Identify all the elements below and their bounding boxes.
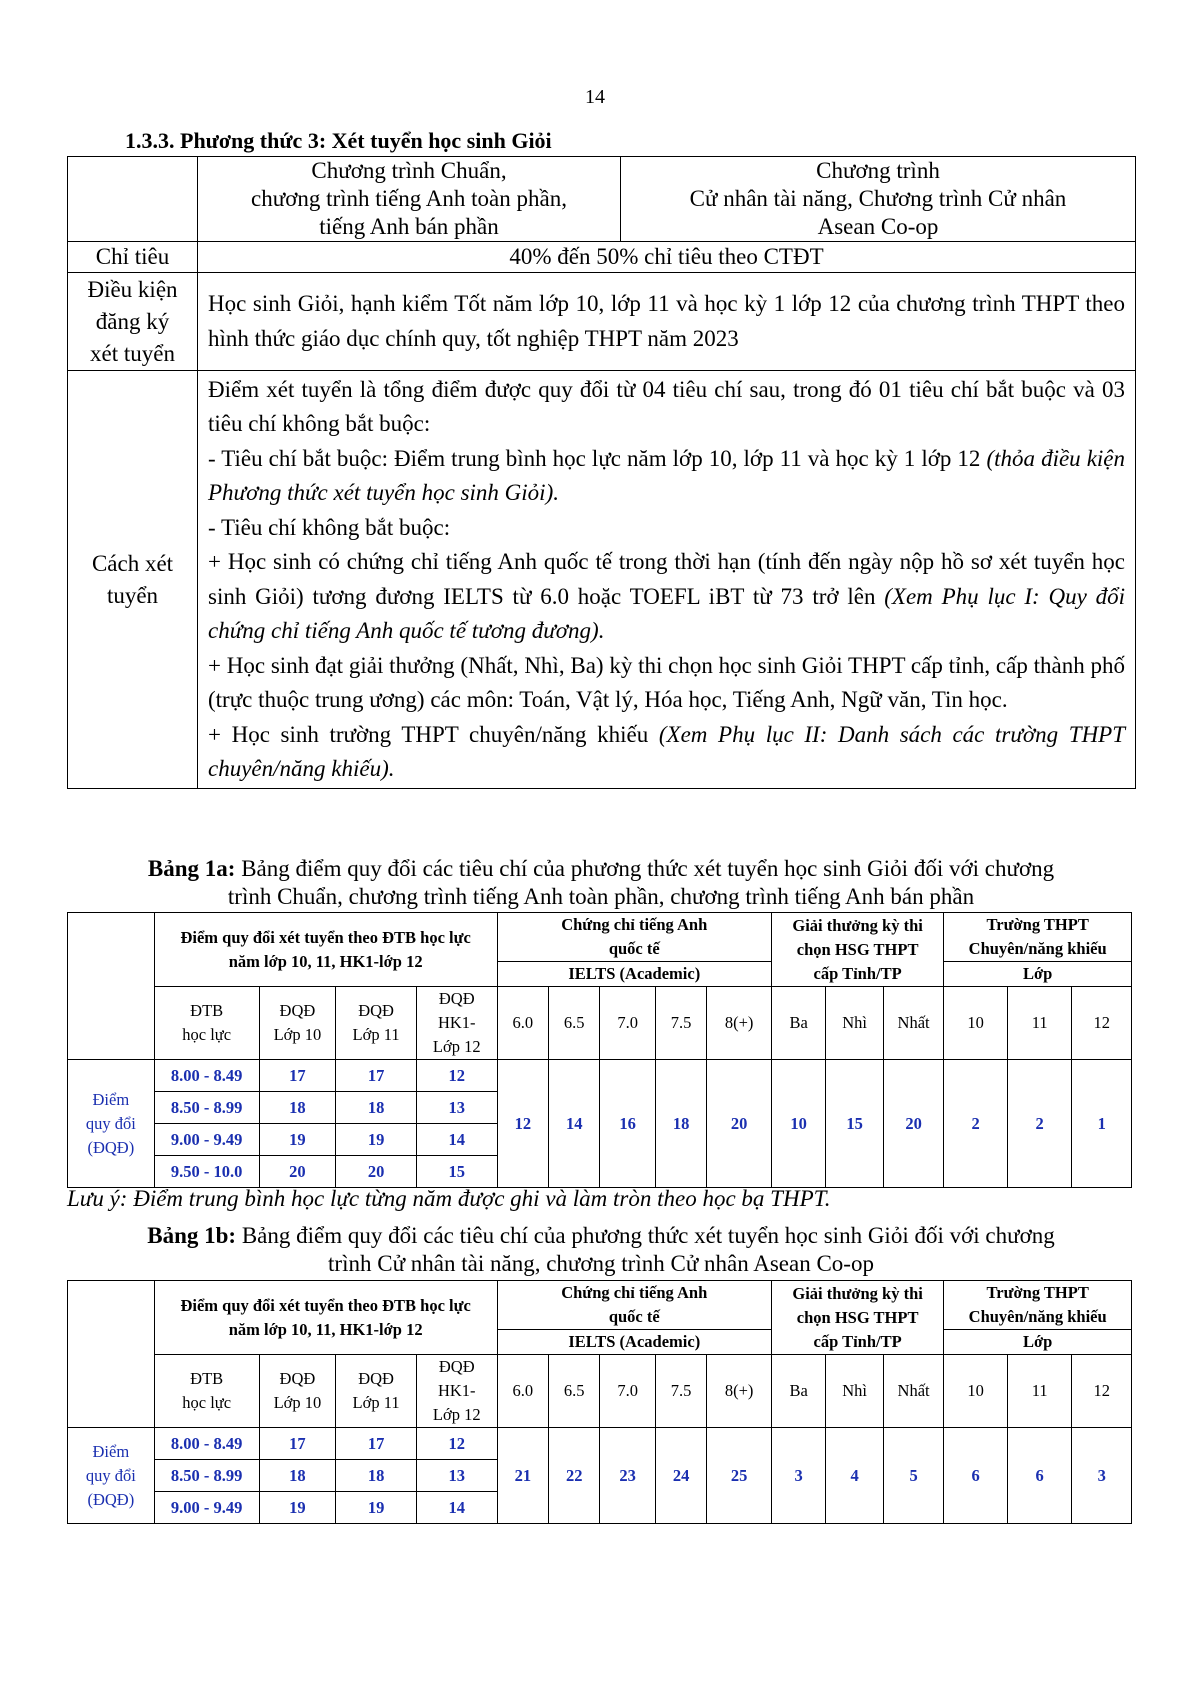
col-dtb <box>154 987 259 1060</box>
gpa-rounding-note: Lưu ý: Điểm trung bình học lực từng năm được ghi và làm tròn theo học bạ THPT. <box>67 1186 831 1211</box>
specialized-school-criterion: + Học sinh trường THPT chuyên/năng khiếu <box>208 721 649 747</box>
header-line: chương trình tiếng Anh toàn phần, <box>251 186 567 211</box>
program-header-row <box>68 157 1136 242</box>
ielts-level: 7.0 <box>600 987 655 1060</box>
grade-points: 2 <box>1007 1060 1072 1188</box>
col-lop10 <box>259 987 336 1060</box>
label-line: quy đổi <box>85 1465 136 1485</box>
specialized-school-note: (Xem Phụ lục II: Danh sách các trường THPT chuyên/năng khiếu). <box>208 721 1126 781</box>
ielts-sub-header: IELTS (Academic) <box>497 1330 771 1355</box>
header-line: Cử nhân tài năng, Chương trình Cử nhân <box>689 186 1067 211</box>
header-line: tiếng Anh bán phần <box>319 214 499 239</box>
column-header-row <box>68 987 1132 1060</box>
caption-text: Bảng điểm quy đổi các tiêu chí của phương thức xét tuyển học sinh Giỏi đối với chương <box>241 856 1055 881</box>
header-line: ĐQĐ <box>279 1001 316 1020</box>
points-lop11: 18 <box>336 1460 417 1492</box>
ielts-level: 6.0 <box>497 987 548 1060</box>
award-points: 10 <box>771 1060 825 1188</box>
table-1b-caption <box>67 1222 1135 1278</box>
points-lop11: 18 <box>336 1092 417 1124</box>
col-hk1 <box>416 1355 497 1428</box>
grade-level: 10 <box>944 1355 1008 1428</box>
method-paragraph <box>208 545 1125 649</box>
school-group-header <box>944 1281 1132 1330</box>
label-line: Điểm <box>92 1441 130 1461</box>
table-row <box>68 1060 1132 1092</box>
quota-row <box>68 242 1136 273</box>
award-group-header <box>771 1281 943 1355</box>
col-lop10 <box>259 1355 336 1428</box>
gpa-group-header <box>154 1281 497 1355</box>
talent-program-header <box>621 157 1136 242</box>
points-hk1: 14 <box>416 1124 497 1156</box>
cert-group-header <box>497 913 771 962</box>
header-line: Điểm quy đổi xét tuyển theo ĐTB học lực <box>180 1295 471 1315</box>
ielts-level: 6.0 <box>497 1355 548 1428</box>
ielts-level: 6.5 <box>549 987 600 1060</box>
header-line: HK1- <box>437 1381 476 1400</box>
caption-line <box>67 855 1135 883</box>
table-row <box>68 1428 1132 1460</box>
grade-points: 1 <box>1072 1060 1132 1188</box>
label-line: đăng ký <box>95 308 170 334</box>
page-number: 14 <box>585 86 605 108</box>
method-label <box>68 371 198 789</box>
method-paragraph <box>208 718 1125 787</box>
caption-line: trình Chuẩn, chương trình tiếng Anh toàn phần, chương trình tiếng Anh bán phần <box>227 884 975 909</box>
caption-line: trình Cử nhân tài năng, chương trình Cử nhân Asean Co-op <box>328 1251 874 1276</box>
group-header-row <box>68 913 1132 962</box>
english-cert-criterion: + Học sinh có chứng chỉ tiếng Anh quốc tế trong thời hạn (tính đến ngày nộp hồ sơ xét tuyển học sinh Giỏi) tương đương IELTS từ 6.0 hoặc TOEFL iBT từ 73 trở lên <box>208 549 1125 609</box>
award-group-header <box>771 913 943 987</box>
conversion-table-1a <box>67 912 1132 1188</box>
method-paragraph: - Tiêu chí không bắt buộc: <box>208 514 451 540</box>
ielts-level: 7.5 <box>655 987 706 1060</box>
points-lop10: 19 <box>259 1492 336 1524</box>
ielts-points: 21 <box>497 1428 548 1524</box>
method-paragraph <box>208 442 1125 511</box>
header-line: Lớp 10 <box>273 1393 322 1412</box>
header-line: Chương trình <box>816 158 940 183</box>
col-dtb <box>154 1355 259 1428</box>
ielts-points: 14 <box>549 1060 600 1188</box>
header-line: Chuyên/năng khiếu <box>968 1307 1107 1326</box>
row-label <box>68 1428 155 1524</box>
cert-group-header <box>497 1281 771 1330</box>
header-line: chọn HSG THPT <box>796 1307 919 1327</box>
conversion-table-1b <box>67 1280 1132 1524</box>
gpa-range: 9.00 - 9.49 <box>154 1492 259 1524</box>
header-line: Lớp 11 <box>352 1025 400 1044</box>
header-line: Chương trình Chuẩn, <box>311 158 507 183</box>
ielts-level: 8(+) <box>707 987 772 1060</box>
ielts-points: 20 <box>707 1060 772 1188</box>
award-level: Nhất <box>883 1355 944 1428</box>
label-line: (ĐQĐ) <box>87 1137 135 1157</box>
points-lop11: 17 <box>336 1060 417 1092</box>
ielts-level: 7.0 <box>600 1355 655 1428</box>
header-line: quốc tế <box>608 1307 660 1326</box>
quota-value: 40% đến 50% chỉ tiêu theo CTĐT <box>198 242 1136 273</box>
ielts-points: 22 <box>549 1428 600 1524</box>
method-paragraph: Điểm xét tuyển là tổng điểm được quy đổi từ 04 tiêu chí sau, trong đó 01 tiêu chí bắt buộc và 03 tiêu chí không bắt buộc: <box>208 376 1125 436</box>
gpa-range: 9.00 - 9.49 <box>154 1124 259 1156</box>
condition-label <box>68 273 198 371</box>
ielts-level: 6.5 <box>549 1355 600 1428</box>
ielts-points: 16 <box>600 1060 655 1188</box>
admission-method-table <box>67 156 1136 789</box>
header-line: Chứng chỉ tiếng Anh <box>561 1283 708 1302</box>
method-description <box>198 371 1136 789</box>
header-line: Lớp 12 <box>432 1405 481 1424</box>
award-points: 20 <box>883 1060 944 1188</box>
ielts-level: 7.5 <box>655 1355 706 1428</box>
col-lop11 <box>336 1355 417 1428</box>
grade-points: 2 <box>944 1060 1008 1188</box>
label-line: Cách xét <box>91 550 174 576</box>
label-line: tuyển <box>106 582 159 608</box>
gpa-group-header <box>154 913 497 987</box>
award-points: 3 <box>771 1428 825 1524</box>
header-line: ĐQĐ <box>358 1001 394 1020</box>
points-hk1: 13 <box>416 1460 497 1492</box>
label-line: xét tuyển <box>90 340 175 366</box>
col-hk1 <box>416 987 497 1060</box>
method-paragraph: + Học sinh đạt giải thưởng (Nhất, Nhì, Ba) kỳ thi chọn học sinh Giỏi THPT cấp tỉnh, cấp thành phố (trực thuộc trung ương) các môn: Toán, Vật lý, Hóa học, Tiếng Anh, Ngữ văn, Tin học. <box>208 652 1125 712</box>
ielts-points: 23 <box>600 1428 655 1524</box>
points-lop10: 18 <box>259 1460 336 1492</box>
gpa-range: 8.50 - 8.99 <box>154 1092 259 1124</box>
points-hk1: 13 <box>416 1092 497 1124</box>
ielts-points: 25 <box>707 1428 772 1524</box>
header-line: Lớp 10 <box>273 1025 322 1044</box>
header-line: Giải thưởng kỳ thi <box>792 915 923 935</box>
points-lop10: 19 <box>259 1124 336 1156</box>
award-level: Nhì <box>826 1355 883 1428</box>
header-line: Trường THPT <box>986 915 1089 934</box>
grade-level: 12 <box>1072 1355 1132 1428</box>
grade-points: 6 <box>1007 1428 1072 1524</box>
label-line: (ĐQĐ) <box>87 1489 135 1509</box>
gpa-range: 8.00 - 8.49 <box>154 1060 259 1092</box>
grade-points: 3 <box>1072 1428 1132 1524</box>
grade-sub-header: Lớp <box>944 1330 1132 1355</box>
col-lop11 <box>336 987 417 1060</box>
grade-sub-header: Lớp <box>944 962 1132 987</box>
caption-label: Bảng 1b: <box>147 1223 237 1248</box>
award-level: Nhất <box>883 987 944 1060</box>
header-line: Chuyên/năng khiếu <box>968 939 1107 958</box>
header-line: Giải thưởng kỳ thi <box>792 1283 923 1303</box>
grade-level: 11 <box>1007 1355 1072 1428</box>
label-line: quy đổi <box>85 1113 136 1133</box>
ielts-points: 18 <box>655 1060 706 1188</box>
table-1a-caption <box>67 855 1135 911</box>
header-line: HK1- <box>437 1013 476 1032</box>
points-lop11: 19 <box>336 1124 417 1156</box>
points-lop10: 17 <box>259 1060 336 1092</box>
grade-level: 12 <box>1072 987 1132 1060</box>
column-header-row <box>68 1355 1132 1428</box>
points-hk1: 15 <box>416 1156 497 1188</box>
mandatory-criterion: - Tiêu chí bắt buộc: Điểm trung bình học lực năm lớp 10, lớp 11 và học kỳ 1 lớp 12 <box>208 445 981 471</box>
gpa-range: 8.00 - 8.49 <box>154 1428 259 1460</box>
award-points: 15 <box>826 1060 883 1188</box>
header-line: quốc tế <box>608 939 660 958</box>
label-line: Điều kiện <box>87 276 178 302</box>
header-line: Lớp 12 <box>432 1037 481 1056</box>
caption-label: Bảng 1a: <box>147 856 236 881</box>
points-lop10: 17 <box>259 1428 336 1460</box>
award-level: Ba <box>771 1355 825 1428</box>
grade-level: 10 <box>944 987 1008 1060</box>
condition-value: Học sinh Giỏi, hạnh kiểm Tốt năm lớp 10, lớp 11 và học kỳ 1 lớp 12 của chương trình THPT theo hình thức giáo dục chính quy, tốt nghiệp THPT năm 2023 <box>198 273 1136 371</box>
ielts-points: 24 <box>655 1428 706 1524</box>
empty-corner-cell <box>68 157 198 242</box>
empty-corner-cell <box>68 913 155 1060</box>
row-label <box>68 1060 155 1188</box>
header-line: năm lớp 10, 11, HK1-lớp 12 <box>228 951 423 971</box>
empty-corner-cell <box>68 1281 155 1428</box>
header-line: Chứng chỉ tiếng Anh <box>561 915 708 934</box>
header-line: ĐQĐ <box>279 1369 316 1388</box>
points-hk1: 12 <box>416 1060 497 1092</box>
quota-label: Chỉ tiêu <box>68 242 198 273</box>
header-line: năm lớp 10, 11, HK1-lớp 12 <box>228 1319 423 1339</box>
header-line: Điểm quy đổi xét tuyển theo ĐTB học lực <box>180 927 471 947</box>
points-hk1: 12 <box>416 1428 497 1460</box>
gpa-range: 8.50 - 8.99 <box>154 1460 259 1492</box>
header-line: cấp Tỉnh/TP <box>813 1331 902 1351</box>
header-line: ĐQĐ <box>438 1357 475 1376</box>
ielts-sub-header: IELTS (Academic) <box>497 962 771 987</box>
header-line: chọn HSG THPT <box>796 939 919 959</box>
standard-program-header <box>198 157 621 242</box>
header-line: học lực <box>182 1393 232 1412</box>
group-header-row <box>68 1281 1132 1330</box>
award-points: 4 <box>826 1428 883 1524</box>
points-lop11: 17 <box>336 1428 417 1460</box>
award-level: Nhì <box>826 987 883 1060</box>
header-line: cấp Tỉnh/TP <box>813 963 902 983</box>
points-lop10: 20 <box>259 1156 336 1188</box>
header-line: học lực <box>182 1025 232 1044</box>
section-heading: 1.3.3. Phương thức 3: Xét tuyển học sinh Giỏi <box>125 128 552 153</box>
caption-line <box>67 1222 1135 1250</box>
award-points: 5 <box>883 1428 944 1524</box>
label-line: Điểm <box>92 1089 130 1109</box>
gpa-range: 9.50 - 10.0 <box>154 1156 259 1188</box>
caption-text: Bảng điểm quy đổi các tiêu chí của phương thức xét tuyển học sinh Giỏi đối với chương <box>241 1223 1055 1248</box>
header-line: Asean Co-op <box>817 214 939 239</box>
points-hk1: 14 <box>416 1492 497 1524</box>
ielts-level: 8(+) <box>707 1355 772 1428</box>
points-lop11: 19 <box>336 1492 417 1524</box>
method-row <box>68 371 1136 789</box>
header-line: ĐQĐ <box>438 989 475 1008</box>
header-line: ĐQĐ <box>358 1369 394 1388</box>
english-cert-note: (Xem Phụ lục I: Quy đổi chứng chỉ tiếng Anh quốc tế tương đương). <box>208 583 1126 643</box>
points-lop11: 20 <box>336 1156 417 1188</box>
points-lop10: 18 <box>259 1092 336 1124</box>
header-line: Trường THPT <box>986 1283 1089 1302</box>
header-line: ĐTB <box>190 1369 224 1388</box>
award-level: Ba <box>771 987 825 1060</box>
ielts-points: 12 <box>497 1060 548 1188</box>
grade-level: 11 <box>1007 987 1072 1060</box>
header-line: Lớp 11 <box>352 1393 400 1412</box>
grade-points: 6 <box>944 1428 1008 1524</box>
school-group-header <box>944 913 1132 962</box>
mandatory-criterion-note: (thỏa điều kiện Phương thức xét tuyển học sinh Giỏi). <box>208 445 1126 505</box>
header-line: ĐTB <box>190 1001 224 1020</box>
condition-row <box>68 273 1136 371</box>
